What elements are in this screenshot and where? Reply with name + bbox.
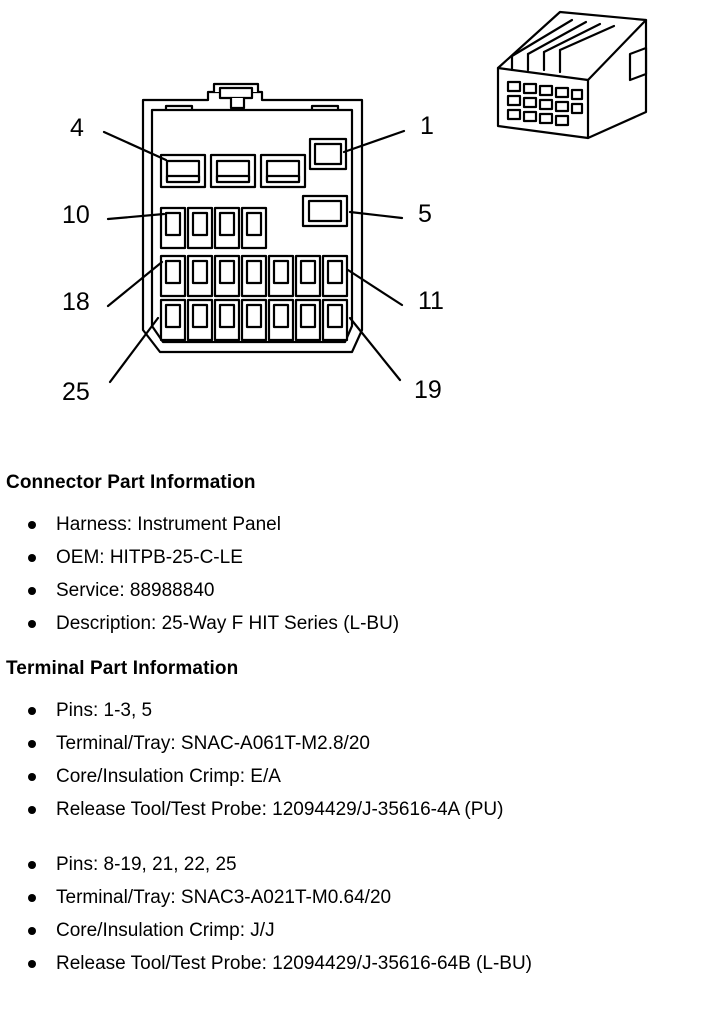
bullet-icon (28, 620, 36, 628)
list-item-text: Pins: 8-19, 21, 22, 25 (56, 854, 237, 875)
list-item (0, 607, 704, 640)
list-item (0, 848, 704, 881)
list-item (0, 914, 704, 947)
bullet-icon (28, 587, 36, 595)
list-item (0, 881, 704, 914)
connector-diagram (0, 0, 704, 430)
bullet-icon (28, 707, 36, 715)
list-item (0, 574, 704, 607)
bullet-icon (28, 740, 36, 748)
callout-label-11: 11 (418, 287, 444, 315)
connector-part-information-list (0, 508, 704, 640)
list-item-text: Service: 88988840 (56, 580, 215, 601)
bullet-icon (28, 773, 36, 781)
callout-label-4: 4 (70, 114, 84, 142)
bullet-icon (28, 554, 36, 562)
list-item-text: Core/Insulation Crimp: J/J (56, 920, 275, 941)
list-item (0, 727, 704, 760)
terminal-part-information-heading: Terminal Part Information (6, 658, 239, 679)
callout-label-1: 1 (420, 112, 434, 140)
bullet-icon (28, 521, 36, 529)
list-item-text: Release Tool/Test Probe: 12094429/J-35616-64B (L-BU) (56, 953, 532, 974)
list-item (0, 947, 704, 980)
callout-label-5: 5 (418, 200, 432, 228)
connector-part-information-heading: Connector Part Information (6, 472, 256, 493)
terminal-part-information-group-one (0, 694, 704, 826)
bullet-icon (28, 806, 36, 814)
bullet-icon (28, 861, 36, 869)
callout-label-19: 19 (414, 376, 442, 404)
callout-label-18: 18 (62, 288, 90, 316)
list-item (0, 508, 704, 541)
list-item-text: OEM: HITPB-25-C-LE (56, 547, 243, 568)
list-item (0, 694, 704, 727)
callout-label-25: 25 (62, 378, 90, 406)
terminal-part-information-group-two (0, 848, 704, 980)
list-item-text: Terminal/Tray: SNAC3-A021T-M0.64/20 (56, 887, 392, 908)
list-item-text: Pins: 1-3, 5 (56, 700, 153, 721)
bullet-icon (28, 960, 36, 968)
information-content (0, 472, 704, 980)
callout-label-10: 10 (62, 201, 90, 229)
list-item-text: Terminal/Tray: SNAC-A061T-M2.8/20 (56, 733, 370, 754)
list-item (0, 541, 704, 574)
bullet-icon (28, 894, 36, 902)
list-item-text: Harness: Instrument Panel (56, 514, 281, 535)
bullet-icon (28, 927, 36, 935)
list-item (0, 760, 704, 793)
list-item-text: Core/Insulation Crimp: E/A (56, 766, 281, 787)
list-item-text: Release Tool/Test Probe: 12094429/J-35616-4A (PU) (56, 799, 504, 820)
list-item (0, 793, 704, 826)
list-item-text: Description: 25-Way F HIT Series (L-BU) (56, 613, 400, 634)
list-group-separator (0, 826, 704, 848)
